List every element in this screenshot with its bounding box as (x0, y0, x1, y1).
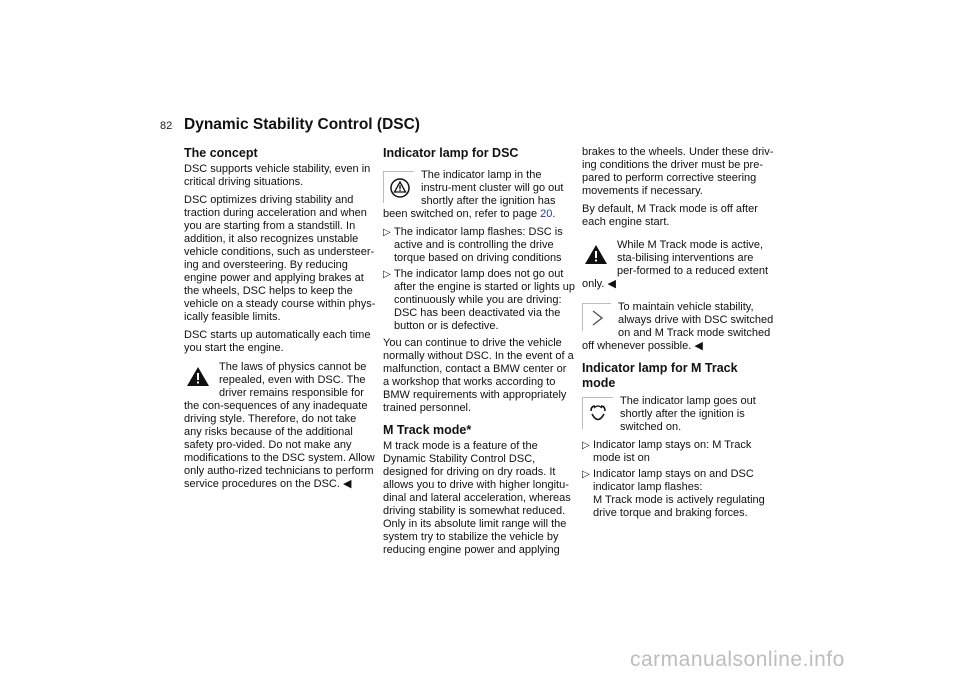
warning-icon (184, 363, 212, 390)
warning-icon (582, 241, 610, 268)
list-item-text: M Track mode is actively regulating drive torque and braking forces. (593, 494, 765, 519)
dsc-warning-lamp-icon (383, 171, 414, 203)
list-item-text: The indicator lamp does not go out after the engine is started or lights up continuously while you are driving: DSC has been deactivated via the button or is defective. (394, 268, 575, 332)
paragraph: By default, M Track mode is off after each engine start. (582, 203, 758, 228)
dsc-lamp-text: The indicator lamp in the instru-ment cluster will go out shortly after the ignition has been switched on, refer to page (383, 169, 564, 220)
list-item-text: The indicator lamp flashes: DSC is active and is controlling the drive torque based on driving conditions (394, 226, 563, 264)
paragraph: brakes to the wheels. Under these driv-ing conditions the driver must be pre-pared to perform corrective steering movements if necessary. (582, 146, 774, 197)
note-arrow-icon (582, 303, 611, 331)
list-item-text: Indicator lamp stays on: M Track mode ist on (593, 439, 752, 464)
heading-indicator-lamp-dsc: Indicator lamp for DSC (383, 146, 519, 160)
m-track-lamp-icon (582, 397, 613, 429)
paragraph: DSC optimizes driving stability and traction during acceleration and when you are starting from a standstill. In addition, it also recognizes unstable vehicle conditions, such as understeer-ing and oversteering. By reducing engine power and applying brakes at the wheels, DSC helps to keep the vehicle on a steady course within phys-ically feasible limits. (184, 194, 376, 323)
paragraph: M track mode is a feature of the Dynamic Stability Control DSC, designed for driving on dry roads. It allows you to drive with higher longitu-dinal and lateral acceleration, whereas driving stability is somewhat reduced. Only in its absolute limit range will the system try to stabilize the vehicle by reducing engine power and applying (383, 440, 571, 556)
paragraph: You can continue to drive the vehicle normally without DSC. In the event of a malfunction, contact a BMW center or a workshop that works according to BMW requirements with appropriately trained personnel. (383, 337, 574, 414)
page-title: Dynamic Stability Control (DSC) (184, 116, 420, 133)
list-item (582, 439, 774, 465)
heading-m-track-mode: M Track mode* (383, 423, 472, 437)
watermark: carmanualsonline.info (630, 648, 845, 671)
info-note (582, 301, 774, 353)
punctuation: . (552, 208, 556, 220)
bullet-arrow-icon: ▷ (383, 269, 391, 280)
warning-note (582, 239, 774, 291)
list-item-text: Indicator lamp stays on and DSC indicator lamp flashes: (593, 468, 754, 493)
bullet-arrow-icon: ▷ (582, 469, 590, 480)
end-mark: ◀ (607, 278, 616, 290)
end-mark: ◀ (342, 478, 352, 490)
page-number: 82 (160, 120, 173, 132)
column-2 (383, 146, 575, 562)
bullet-arrow-icon: ▷ (383, 227, 391, 238)
note-text: To maintain vehicle stability, always drive with DSC switched on and M Track mode switched off whenever possible. (582, 301, 774, 352)
warning-text: While M Track mode is active, sta-bilising interventions are per-formed to a reduced extent only. (582, 239, 769, 290)
paragraph: DSC starts up automatically each time you start the engine. (184, 329, 371, 354)
list-item (383, 226, 575, 265)
m-track-lamp-note (582, 395, 774, 434)
heading-indicator-lamp-m-track: Indicator lamp for M Track mode (582, 361, 738, 390)
column-1 (184, 146, 376, 496)
bullet-arrow-icon: ▷ (582, 440, 590, 451)
m-track-lamp-text: The indicator lamp goes out shortly after the ignition is switched on. (620, 395, 756, 433)
heading-the-concept: The concept (184, 146, 258, 160)
list-item (582, 468, 774, 520)
dsc-lamp-note (383, 169, 575, 221)
warning-note (184, 361, 376, 491)
list-item (383, 268, 575, 333)
column-3 (582, 146, 774, 523)
page-reference-link[interactable]: 20 (540, 208, 553, 220)
warning-text: The laws of physics cannot be repealed, even with DSC. The driver remains responsible for the con-sequences of any inadequate driving style. Therefore, do not take any risks because of the additional safety pro-vided. Do not make any modifications to the DSC system. Allow only autho-rized technicians to perform service procedures on the DSC. (184, 361, 375, 490)
end-mark: ◀ (694, 340, 703, 352)
paragraph: DSC supports vehicle stability, even in critical driving situations. (184, 163, 371, 188)
